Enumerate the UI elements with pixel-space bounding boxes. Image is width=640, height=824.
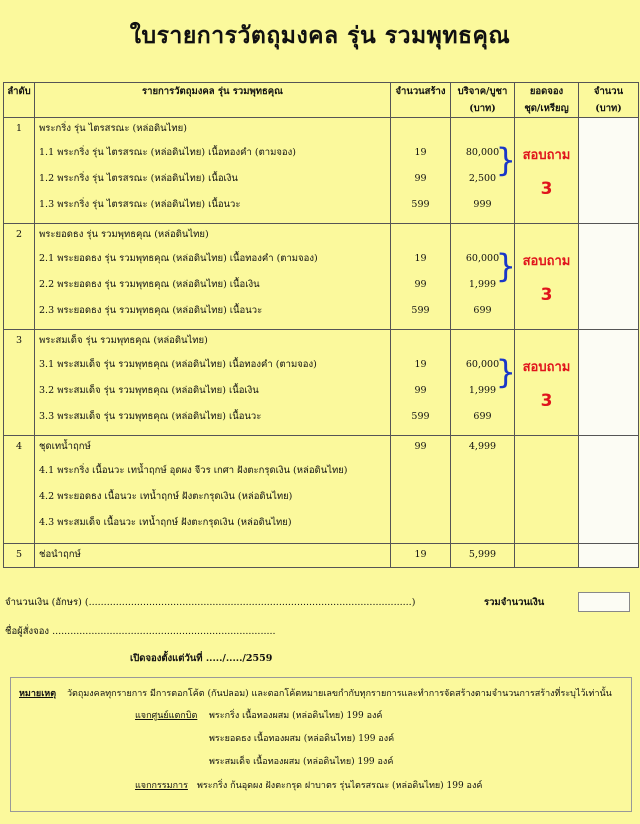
qty-cell: [391, 330, 451, 436]
price-cell: [451, 330, 515, 436]
header-amount-top: จำนวน: [593, 86, 624, 97]
committee-label-text: แจกกรรมการ: [135, 781, 188, 791]
item-qty: 99: [414, 385, 427, 396]
items-table: [3, 82, 639, 568]
committee-label: [135, 778, 188, 792]
header-qty: [391, 83, 451, 118]
group-heading: ช่อนำฤกษ์: [39, 549, 81, 560]
group-heading: พระกริ่ง รุ่น ไตรสรณะ (หล่อดินไทย): [39, 123, 187, 134]
item-qty: 19: [414, 253, 427, 264]
item-price: 80,000: [465, 147, 500, 158]
central-item: พระกริ่ง เนื้อทองผสม (หล่อดินไทย) 199 องค์: [209, 711, 383, 721]
header-amount-bottom: (บาท): [595, 103, 622, 114]
header-reserved-bottom: ชุด/เหรียญ: [524, 103, 569, 114]
amount-cell[interactable]: [579, 436, 639, 544]
page-title: ใบรายการวัตถุมงคล รุ่น รวมพุทธคุณ: [129, 23, 511, 49]
item-label: 3.1 พระสมเด็จ รุ่น รวมพุทธคุณ (หล่อดินไทย) เนื้อทองคำ (ตามจอง): [39, 359, 317, 370]
central-item: พระสมเด็จ เนื้อทองผสม (หล่อดินไทย) 199 องค์: [209, 757, 394, 767]
table-header-row: [4, 83, 639, 118]
group-number: [4, 118, 35, 224]
price-cell: [451, 118, 515, 224]
group-number-label: 2: [15, 229, 23, 240]
ask-label: สอบถาม: [522, 148, 571, 163]
open-date: เปิดจองตั้งแต่วันที่ ...../...../2559: [130, 653, 273, 664]
committee-text: พระกริ่ง ก้นอุดผง ฝังตะกรุด ฝาบาตร รุ่นไตรสรณะ (หล่อดินไทย) 199 องค์: [197, 781, 483, 791]
central-label-text: แจกศูนย์แตกบิต: [135, 711, 198, 721]
group-description: [35, 224, 391, 330]
table-row-group-1: [4, 118, 639, 224]
header-items-label: รายการวัตถุมงคล รุ่น รวมพุทธคุณ: [142, 86, 283, 97]
reserved-count: 3: [540, 179, 553, 198]
qty-cell: [391, 224, 451, 330]
total-amount-box[interactable]: [578, 592, 630, 612]
reserved-count: 3: [540, 285, 553, 304]
item-price: 1,999: [468, 279, 497, 290]
group-number: [4, 544, 35, 568]
item-label: 2.2 พระยอดธง รุ่น รวมพุทธคุณ (หล่อดินไทย) เนื้อเงิน: [39, 279, 260, 290]
remark-label-text: หมายเหตุ: [19, 689, 57, 699]
item-label: 3.2 พระสมเด็จ รุ่น รวมพุทธคุณ (หล่อดินไทย) เนื้อเงิน: [39, 385, 259, 396]
amount-words-field[interactable]: จำนวนเงิน (อักษร) (...........................................................................................................): [5, 597, 416, 608]
group-description: [35, 118, 391, 224]
item-label: 2.1 พระยอดธง รุ่น รวมพุทธคุณ (หล่อดินไทย) เนื้อทองคำ (ตามจอง): [39, 253, 318, 264]
item-qty: 99: [414, 173, 427, 184]
reserved-cell[interactable]: [515, 436, 579, 544]
item-label: 2.3 พระยอดธง รุ่น รวมพุทธคุณ (หล่อดินไทย) เนื้อนวะ: [39, 305, 263, 316]
item-qty: 599: [411, 305, 430, 316]
item-label: 3.3 พระสมเด็จ รุ่น รวมพุทธคุณ (หล่อดินไทย) เนื้อนวะ: [39, 411, 262, 422]
item-price: 1,999: [468, 385, 497, 396]
remark-text: วัตถุมงคลทุกรายการ มีการตอกโค้ต (กันปลอม) และตอกโค้ตหมายเลขกำกับทุกรายการและทำการจัดสร้างตามจำนวนการสร้างที่ระบุไว้เท่านั้น: [67, 689, 612, 699]
reserved-count: 3: [540, 391, 553, 410]
amount-cell[interactable]: [579, 544, 639, 568]
group-number: [4, 436, 35, 544]
header-donation: [451, 83, 515, 118]
header-reserved-top: ยอดจอง: [529, 86, 564, 97]
header-no-label: ลำดับ: [7, 86, 31, 97]
item-label: 1.2 พระกริ่ง รุ่น ไตรสรณะ (หล่อดินไทย) เนื้อเงิน: [39, 173, 238, 184]
item-qty: 99: [414, 279, 427, 290]
reserved-cell[interactable]: [515, 544, 579, 568]
table-row-group-2: [4, 224, 639, 330]
group-description: [35, 330, 391, 436]
group-number-label: 4: [15, 441, 23, 452]
reserved-cell: [515, 330, 579, 436]
group-description: [35, 436, 391, 544]
amount-cell[interactable]: [579, 118, 639, 224]
header-donation-top: บริจาค/บูชา: [457, 86, 508, 97]
item-label: 4.1 พระกริ่ง เนื้อนวะ เทน้ำฤกษ์ อุดผง จีวร เกศา ฝังตะกรุดเงิน (หล่อดินไทย): [39, 465, 348, 476]
group-description: [35, 544, 391, 568]
item-price: 4,999: [468, 441, 497, 452]
item-label: 1.1 พระกริ่ง รุ่น ไตรสรณะ (หล่อดินไทย) เนื้อทองคำ (ตามจอง): [39, 147, 296, 158]
header-reserved: [515, 83, 579, 118]
remark-box: [10, 677, 632, 812]
item-price: 2,500: [468, 173, 497, 184]
brace-icon: }: [495, 141, 516, 179]
amount-cell[interactable]: [579, 224, 639, 330]
qty-cell: [391, 436, 451, 544]
item-qty: 19: [414, 147, 427, 158]
header-no: [4, 83, 35, 118]
reserved-cell: [515, 118, 579, 224]
group-number: [4, 224, 35, 330]
table-row-group-5: [4, 544, 639, 568]
item-price: 699: [473, 305, 492, 316]
table-row-group-4: [4, 436, 639, 544]
ask-label: สอบถาม: [522, 254, 571, 269]
price-cell: [451, 436, 515, 544]
header-amount: [579, 83, 639, 118]
item-qty: 19: [414, 359, 427, 370]
central-label: [135, 708, 197, 722]
item-label: 1.3 พระกริ่ง รุ่น ไตรสรณะ (หล่อดินไทย) เนื้อนวะ: [39, 199, 241, 210]
group-number: [4, 330, 35, 436]
reserved-cell: [515, 224, 579, 330]
group-heading: ชุดเทน้ำฤกษ์: [39, 441, 91, 452]
qty-cell: [391, 544, 451, 568]
ask-label: สอบถาม: [522, 360, 571, 375]
total-label: รวมจำนวนเงิน: [484, 597, 545, 608]
group-number-label: 1: [15, 123, 23, 134]
amount-cell[interactable]: [579, 330, 639, 436]
central-item: พระยอดธง เนื้อทองผสม (หล่อดินไทย) 199 องค์: [209, 734, 395, 744]
item-label: 4.3 พระสมเด็จ เนื้อนวะ เทน้ำฤกษ์ ฝังตะกรุดเงิน (หล่อดินไทย): [39, 517, 292, 528]
brace-icon: }: [495, 247, 516, 285]
qty-cell: [391, 118, 451, 224]
header-qty-label: จำนวนสร้าง: [395, 86, 446, 97]
item-qty: 99: [414, 441, 427, 452]
item-price: 5,999: [468, 549, 497, 560]
brace-icon: }: [495, 353, 516, 391]
item-price: 60,000: [465, 253, 500, 264]
item-label: 4.2 พระยอดธง เนื้อนวะ เทน้ำฤกษ์ ฝังตะกรุดเงิน (หล่อดินไทย): [39, 491, 293, 502]
header-donation-bottom: (บาท): [469, 103, 496, 114]
group-heading: พระยอดธง รุ่น รวมพุทธคุณ (หล่อดินไทย): [39, 229, 209, 240]
table-row-group-3: [4, 330, 639, 436]
remark-label: [19, 686, 56, 700]
item-qty: 19: [414, 549, 427, 560]
item-price: 60,000: [465, 359, 500, 370]
item-price: 999: [473, 199, 492, 210]
item-price: 699: [473, 411, 492, 422]
booker-name-field[interactable]: ชื่อผู้สั่งจอง ..........................................................................: [5, 626, 276, 637]
group-number-label: 3: [15, 335, 23, 346]
price-cell: [451, 224, 515, 330]
item-qty: 599: [411, 199, 430, 210]
price-cell: [451, 544, 515, 568]
group-number-label: 5: [15, 549, 23, 560]
group-heading: พระสมเด็จ รุ่น รวมพุทธคุณ (หล่อดินไทย): [39, 335, 208, 346]
item-qty: 599: [411, 411, 430, 422]
header-items: [35, 83, 391, 118]
